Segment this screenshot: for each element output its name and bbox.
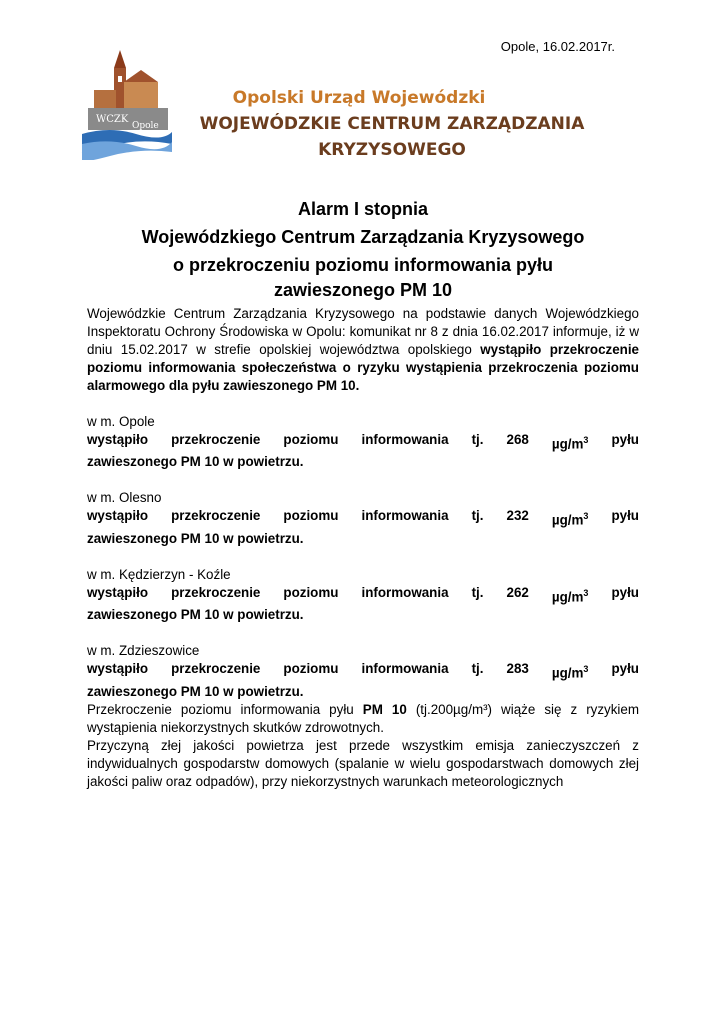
title-line4: zawieszonego PM 10 [273,280,453,300]
exceed-line2: zawieszonego PM 10 w powietrzu. [87,454,304,470]
intro-paragraph [87,305,639,395]
pm10-value: 262 [506,584,529,600]
title-line1: Alarm I stopnia [297,199,429,219]
exceed-line2: zawieszonego PM 10 w powietrzu. [87,607,304,623]
org-unit-line1: WOJEWÓDZKIE CENTRUM ZARZĄDZANIA [199,114,585,134]
city-block [87,413,639,471]
exceed-word: przekroczenie [171,432,261,447]
document-date: Opole, 16.02.2017r. [500,39,615,54]
pm10-value: 268 [506,432,529,447]
exceed-word: tj. [471,508,484,524]
exceed-word: wystąpiło [87,584,149,600]
exceed-word: informowania [361,661,449,677]
intro-bold-text: wystąpiło przekroczenie poziomu informowania społeczeństwa o ryzyku wystąpienia przekroczenia poziomu alarmowego dla pyłu zawieszonego PM 10. [87,342,640,393]
title-line2: Wojewódzkiego Centrum Zarządzania Kryzysowego [141,227,585,247]
unit-tail: pyłu [611,584,639,600]
city-block [87,566,639,624]
org-unit-line2: KRYZYSOWEGO [318,140,466,160]
city-name: w m. Kędzierzyn - Koźle [87,566,231,582]
city-name: w m. Zdzieszowice [87,643,200,659]
exceed-word: poziomu [283,661,339,677]
exceed-word: informowania [361,432,449,447]
exceed-word: wystąpiło [87,432,149,447]
exceed-word: wystąpiło [87,661,149,677]
exceed-word: przekroczenie [171,508,261,524]
threshold-text-tail: (tj.200µg/m³) wiąże się z ryzykiem wystąpienia niekorzystnych skutków zdrowotnych. [87,701,640,735]
logo-text-opole: Opole [132,121,159,131]
unit-tail: pyłu [611,432,639,447]
exceed-line [87,584,639,606]
exceed-word: poziomu [283,508,339,524]
exceed-word: tj. [471,661,484,677]
city-list [87,413,639,701]
unit: $\mu g/m^3$ [551,587,589,605]
document-title [87,195,639,301]
exceed-word: poziomu [283,584,339,600]
city-name: w m. Olesno [87,490,162,506]
exceed-line [87,507,639,529]
exceed-word: poziomu [283,432,339,447]
organization-header [182,88,602,160]
document-body [87,305,639,791]
logo-text-wczk: WCZK [96,114,129,125]
exceed-word: informowania [361,584,449,600]
city-block [87,489,639,547]
exceed-line2: zawieszonego PM 10 w powietrzu. [87,530,304,546]
exceed-line [87,431,639,453]
exceed-word: tj. [471,584,484,600]
intro-text: Wojewódzkie Centrum Zarządzania Kryzysowego na podstawie danych Wojewódzkiego Inspektoratu Ochrony Środowiska w Opolu: komunikat nr 8 z dnia 16.02.2017 informuje, iż w dniu 15.02.2017 w strefie opolskiej województwa opolskiego [87,306,639,357]
exceed-word: przekroczenie [171,661,261,677]
city-block [87,642,639,700]
threshold-paragraph [87,701,639,737]
exceed-word: informowania [361,508,449,524]
threshold-pollutant: PM 10 [362,701,407,717]
unit-tail: pyłu [611,661,639,677]
pm10-value: 232 [506,508,529,524]
title-line3: o przekroczeniu poziomu informowania pyłu [172,255,554,275]
exceed-line [87,660,639,682]
cause-paragraph: Przyczyną złej jakości powietrza jest przede wszystkim emisja zanieczyszczeń z indywidualnych gospodarstw domowych (spalanie w wielu gospodarstwach domowych złej jakości paliw oraz odpadów), przy niekorzystnych warunkach meteorologicznych [87,737,639,789]
org-name: Opolski Urząd Wojewódzki [232,88,486,108]
exceed-line2: zawieszonego PM 10 w powietrzu. [87,683,304,699]
unit-tail: pyłu [611,508,639,524]
city-name: w m. Opole [87,414,155,429]
unit: $\mu g/m^3$ [551,664,589,681]
exceed-word: wystąpiło [87,508,149,524]
exceed-word: tj. [471,432,484,447]
pm10-value: 283 [506,661,529,677]
unit: $\mu g/m^3$ [551,435,589,452]
threshold-text: Przekroczenie poziomu informowania pyłu [87,701,363,717]
exceed-word: przekroczenie [171,584,261,600]
unit: $\mu g/m^3$ [551,511,589,528]
